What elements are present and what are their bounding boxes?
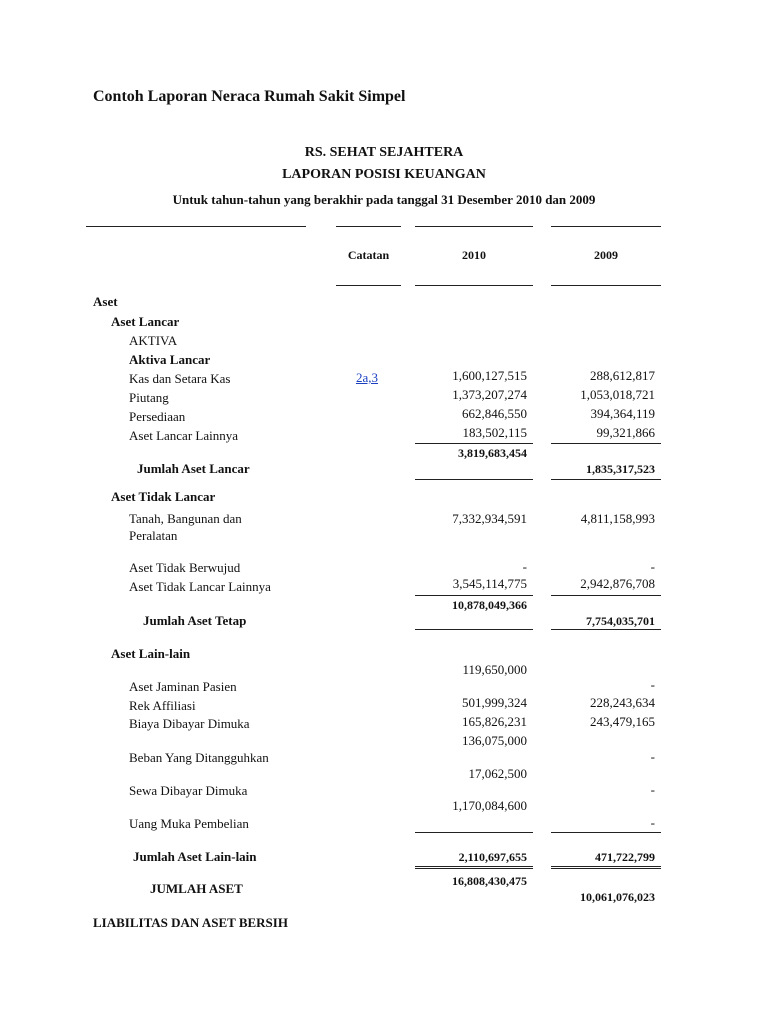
value-rek-affiliasi-2010: 501,999,324 xyxy=(462,695,527,710)
value-rek-affiliasi-2009: 228,243,634 xyxy=(590,695,655,710)
row-label-uang-muka-pembelian: Uang Muka Pembelian xyxy=(129,816,249,831)
total-underline-lancar-2010 xyxy=(415,479,533,480)
section-aset: Aset xyxy=(93,294,118,309)
label-aktiva: AKTIVA xyxy=(129,333,178,348)
header-rule-2009 xyxy=(551,226,661,227)
total-underline-tetap-2010 xyxy=(415,629,533,630)
total-underline-lain-2009-b xyxy=(551,868,661,869)
value-tanah-2009: 4,811,158,993 xyxy=(580,511,655,526)
value-persediaan-2010: 662,846,550 xyxy=(462,406,527,421)
value-biaya-dibayar-dimuka-2010: 165,826,231 xyxy=(462,714,527,729)
column-header-note: Catatan xyxy=(347,248,390,262)
row-label-aset-tidak-berwujud: Aset Tidak Berwujud xyxy=(129,560,241,575)
row-label-rek-affiliasi: Rek Affiliasi xyxy=(129,698,196,713)
jumlah-aset-2010: 16,808,430,475 xyxy=(452,874,527,888)
subtotal-rule-tetap-2009 xyxy=(551,595,661,596)
value-persediaan-2009: 394,364,119 xyxy=(590,406,655,421)
value-sewa-2009: - xyxy=(650,782,655,797)
label-jumlah-aset-tetap: Jumlah Aset Tetap xyxy=(143,613,247,628)
heading-aset-lain-lain: Aset Lain-lain xyxy=(111,646,191,661)
row-label-kas: Kas dan Setara Kas xyxy=(129,371,231,386)
total-aset-lancar-2010: 3,819,683,454 xyxy=(458,446,527,460)
row-label-biaya-dibayar-dimuka: Biaya Dibayar Dimuka xyxy=(129,716,250,731)
value-jaminan-2009: - xyxy=(650,677,655,692)
value-biaya-dibayar-dimuka-2009: 243,479,165 xyxy=(590,714,655,729)
total-underline-lain-2009-a xyxy=(551,866,661,867)
value-uang-muka-2010: 1,170,084,600 xyxy=(452,798,527,813)
total-aset-lain-lain-2010: 2,110,697,655 xyxy=(458,850,527,864)
subtotal-rule-2010 xyxy=(415,443,533,444)
value-beban-2010: 136,075,000 xyxy=(462,733,527,748)
row-label-aset-lancar-lainnya: Aset Lancar Lainnya xyxy=(129,428,239,443)
total-aset-tetap-2010: 10,878,049,366 xyxy=(452,598,527,612)
subtotal-rule-2009 xyxy=(551,443,661,444)
row-label-piutang: Piutang xyxy=(129,390,169,405)
value-tanah-2010: 7,332,934,591 xyxy=(452,511,527,526)
subtotal-rule-tetap-2010 xyxy=(415,595,533,596)
row-label-persediaan: Persediaan xyxy=(129,409,186,424)
section-liabilitas-dan-aset-bersih: LIABILITAS DAN ASET BERSIH xyxy=(93,915,288,930)
row-label-aset-tidak-lancar-lainnya: Aset Tidak Lancar Lainnya xyxy=(129,579,271,594)
report-period: Untuk tahun-tahun yang berakhir pada tanggal 31 Desember 2010 dan 2009 xyxy=(172,192,596,207)
total-aset-lancar-2009: 1,835,317,523 xyxy=(586,462,655,476)
value-kas-2009: 288,612,817 xyxy=(590,368,655,383)
jumlah-aset-2009: 10,061,076,023 xyxy=(580,890,655,904)
value-piutang-2009: 1,053,018,721 xyxy=(580,387,655,402)
column-header-2009: 2009 xyxy=(594,248,618,262)
value-aset-tidak-berwujud-2010: - xyxy=(522,559,527,574)
total-aset-lain-lain-2009: 471,722,799 xyxy=(595,850,655,864)
document-title: Contoh Laporan Neraca Rumah Sakit Simpel xyxy=(93,88,406,105)
subtotal-rule-lain-2010 xyxy=(415,832,533,833)
label-jumlah-aset-lain-lain: Jumlah Aset Lain-lain xyxy=(133,849,257,864)
total-underline-lancar-2009 xyxy=(551,479,661,480)
label-aktiva-lancar: Aktiva Lancar xyxy=(129,352,211,367)
subtotal-rule-lain-2009 xyxy=(551,832,661,833)
report-title: LAPORAN POSISI KEUANGAN xyxy=(282,167,486,182)
header-rule-2010 xyxy=(415,226,533,227)
row-label-aset-jaminan-pasien: Aset Jaminan Pasien xyxy=(129,679,237,694)
value-beban-2009: - xyxy=(650,749,655,764)
company-name: RS. SEHAT SEJAHTERA xyxy=(304,145,464,160)
header-underline-2010 xyxy=(415,285,533,286)
header-rule-note xyxy=(336,226,401,227)
value-kas-2010: 1,600,127,515 xyxy=(452,368,527,383)
row-label-tanah-b: Peralatan xyxy=(129,528,178,543)
header-underline-note xyxy=(336,285,401,286)
value-aset-tidak-berwujud-2009: - xyxy=(650,559,655,574)
value-aset-tidak-lancar-lainnya-2010: 3,545,114,775 xyxy=(452,576,527,591)
value-aset-lancar-lainnya-2010: 183,502,115 xyxy=(462,425,527,440)
note-link-2a3[interactable]: 2a,3 xyxy=(356,370,379,385)
label-jumlah-aset: JUMLAH ASET xyxy=(150,881,243,896)
header-underline-2009 xyxy=(551,285,661,286)
value-jaminan-2010: 119,650,000 xyxy=(462,662,527,677)
value-aset-tidak-lancar-lainnya-2009: 2,942,876,708 xyxy=(580,576,655,591)
row-label-tanah-a: Tanah, Bangunan dan xyxy=(129,511,242,526)
value-piutang-2010: 1,373,207,274 xyxy=(452,387,527,402)
total-aset-tetap-2009: 7,754,035,701 xyxy=(586,614,655,628)
header-rule-label xyxy=(86,226,306,227)
total-underline-lain-2010-b xyxy=(415,868,533,869)
value-aset-lancar-lainnya-2009: 99,321,866 xyxy=(596,425,655,440)
row-label-sewa-dibayar-dimuka: Sewa Dibayar Dimuka xyxy=(129,783,248,798)
row-label-beban-yang-ditangguhkan: Beban Yang Ditangguhkan xyxy=(129,750,269,765)
heading-aset-tidak-lancar: Aset Tidak Lancar xyxy=(111,489,216,504)
total-underline-tetap-2009 xyxy=(551,629,661,630)
heading-aset-lancar: Aset Lancar xyxy=(111,314,180,329)
total-underline-lain-2010-a xyxy=(415,866,533,867)
value-uang-muka-2009: - xyxy=(650,815,655,830)
column-header-2010: 2010 xyxy=(462,248,486,262)
value-sewa-2010: 17,062,500 xyxy=(468,766,527,781)
label-jumlah-aset-lancar: Jumlah Aset Lancar xyxy=(137,461,250,476)
